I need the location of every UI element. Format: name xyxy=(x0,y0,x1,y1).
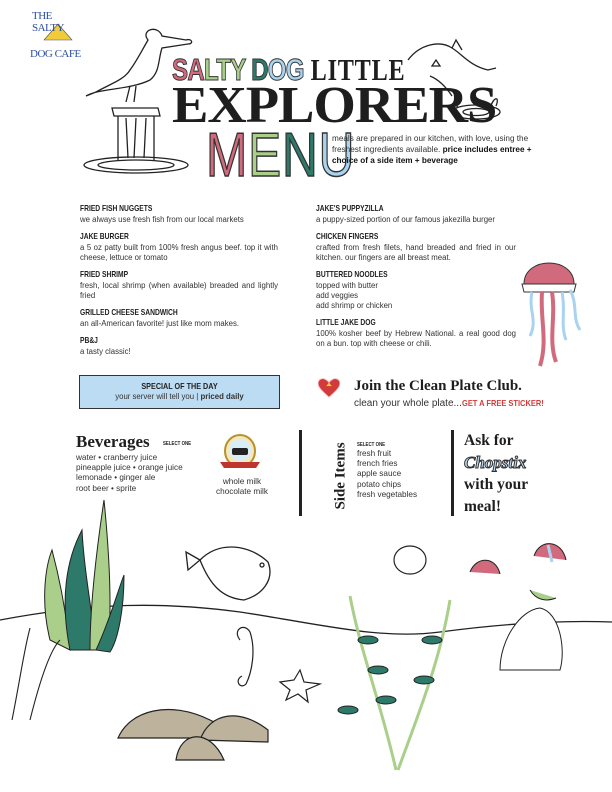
small-fish-icon xyxy=(394,546,426,574)
item-desc: crafted from fresh filets, hand breaded and fried in our kitchen. our fingers are all breast meat. xyxy=(316,243,516,262)
title-dog-part1: D xyxy=(245,52,268,87)
sides-select-one: SELECT ONE xyxy=(357,442,386,448)
item-name: CHICKEN FINGERS xyxy=(316,232,379,241)
menu-item xyxy=(316,270,516,311)
chopstix-word: Chopstix xyxy=(464,453,527,472)
title-little: LITTLE xyxy=(303,52,406,87)
chopstix-line: with your xyxy=(464,476,529,493)
chopstix-callout xyxy=(464,430,528,518)
menu-item xyxy=(80,270,278,301)
beverages-select-one: SELECT ONE xyxy=(163,441,192,447)
beverages-list xyxy=(76,453,183,494)
anemone-icon xyxy=(470,544,566,670)
salty-dog-cafe-logo xyxy=(28,10,84,62)
side-items-heading xyxy=(331,432,351,520)
title-menu-n: N xyxy=(282,121,319,190)
intro-text xyxy=(332,133,532,166)
item-desc: a tasty classic! xyxy=(80,347,131,356)
item-option: topped with butter xyxy=(316,281,378,290)
item-name: JAKE'S PUPPYZILLA xyxy=(316,204,384,213)
side-item: french fries xyxy=(357,459,398,469)
divider xyxy=(451,430,454,516)
free-sticker-note: GET A FREE STICKER! xyxy=(461,398,544,408)
title-menu-m: M xyxy=(206,121,249,190)
item-option: add veggies xyxy=(316,291,359,300)
rocks-icon xyxy=(118,710,268,760)
chopstix-line: meal! xyxy=(464,498,502,515)
item-desc: we always use fresh fish from our local markets xyxy=(80,215,244,224)
special-subtitle xyxy=(80,392,279,401)
side-items-title: Side Items xyxy=(332,442,349,510)
item-name: FRIED FISH NUGGETS xyxy=(80,204,153,213)
special-of-the-day-box xyxy=(79,375,280,409)
beverage-line: pineapple juice • orange juice xyxy=(76,463,183,473)
item-option: add shrimp or chicken xyxy=(316,301,393,310)
milk-option: chocolate milk xyxy=(216,487,268,497)
item-desc: an all-American favorite! just like mom makes. xyxy=(80,319,240,328)
kelp-icon xyxy=(45,500,124,652)
menu-item xyxy=(316,318,516,349)
item-name: GRILLED CHEESE SANDWICH xyxy=(80,308,178,317)
menu-item xyxy=(80,336,278,357)
menu-item xyxy=(80,204,278,225)
title-salty-part1: SA xyxy=(172,52,205,87)
special-note: your server will tell you | xyxy=(115,392,199,401)
starfish-icon xyxy=(280,670,320,702)
beverage-line: root beer • sprite xyxy=(76,483,137,493)
chopstix-line: Ask for xyxy=(464,432,514,449)
item-desc: 100% kosher beef by Hebrew National. a real good dog on a bun. top with cheese or chili. xyxy=(316,329,516,348)
dairy-cow-logo-icon xyxy=(218,434,262,472)
beverages-heading: Beverages xyxy=(76,432,150,451)
jellyfish-icon xyxy=(522,263,580,366)
club-note: clean your whole plate... xyxy=(354,398,462,409)
item-desc: a 5 oz patty built from 100% fresh angus beef. top it with cheese, lettuce or tomato xyxy=(80,243,278,262)
menu-item xyxy=(316,204,516,225)
item-name: LITTLE JAKE DOG xyxy=(316,318,376,327)
seaweed-icon xyxy=(338,596,450,770)
intro-price-note: price includes entree + choice of a side item + beverage xyxy=(332,145,532,165)
title-explorers: EXPLORERS xyxy=(172,77,497,134)
menu-column-right xyxy=(316,204,516,356)
logo-text-bottom: DOG CAFE xyxy=(30,48,81,60)
clean-plate-club-title: Join the Clean Plate Club. xyxy=(354,378,522,394)
item-name: JAKE BURGER xyxy=(80,232,129,241)
menu-item xyxy=(80,308,278,329)
title-menu-u: U xyxy=(318,121,356,190)
fish-icon xyxy=(186,547,270,600)
side-items-list xyxy=(357,449,417,500)
side-item: fresh vegetables xyxy=(357,489,418,499)
menu-column-left xyxy=(80,204,278,364)
beverage-line: lemonade • ginger ale xyxy=(76,473,156,483)
item-name: FRIED SHRIMP xyxy=(80,270,129,279)
heart-sticker-icon xyxy=(318,377,340,399)
logo-text-top: THE SALTY xyxy=(32,10,64,34)
item-name: PB&J xyxy=(80,336,98,345)
side-item: fresh fruit xyxy=(357,449,392,458)
intro-description: meals are prepared in our kitchen, with love, using the freshest ingredients available. xyxy=(332,134,529,154)
title-salty-part2: LTY xyxy=(204,52,246,87)
title-menu-e: E xyxy=(248,121,283,190)
special-title: SPECIAL OF THE DAY xyxy=(141,381,218,391)
beverage-line: water • cranberry juice xyxy=(76,453,158,462)
menu-item xyxy=(316,232,516,263)
clean-plate-club-subtitle xyxy=(354,398,555,409)
title-dog-part2: OG xyxy=(267,52,304,87)
divider xyxy=(299,430,302,516)
item-name: BUTTERED NOODLES xyxy=(316,270,388,279)
side-item: potato chips xyxy=(357,479,402,489)
menu-item xyxy=(80,232,278,263)
special-price-note: priced daily xyxy=(200,392,244,401)
item-desc: a puppy-sized portion of our famous jakezilla burger xyxy=(316,215,495,224)
side-item: apple sauce xyxy=(357,469,402,479)
milk-option: whole milk xyxy=(222,477,262,486)
item-desc: fresh, local shrimp (when available) breaded and lightly fried xyxy=(80,281,278,300)
seahorse-icon xyxy=(237,627,253,685)
milk-list xyxy=(213,477,271,497)
